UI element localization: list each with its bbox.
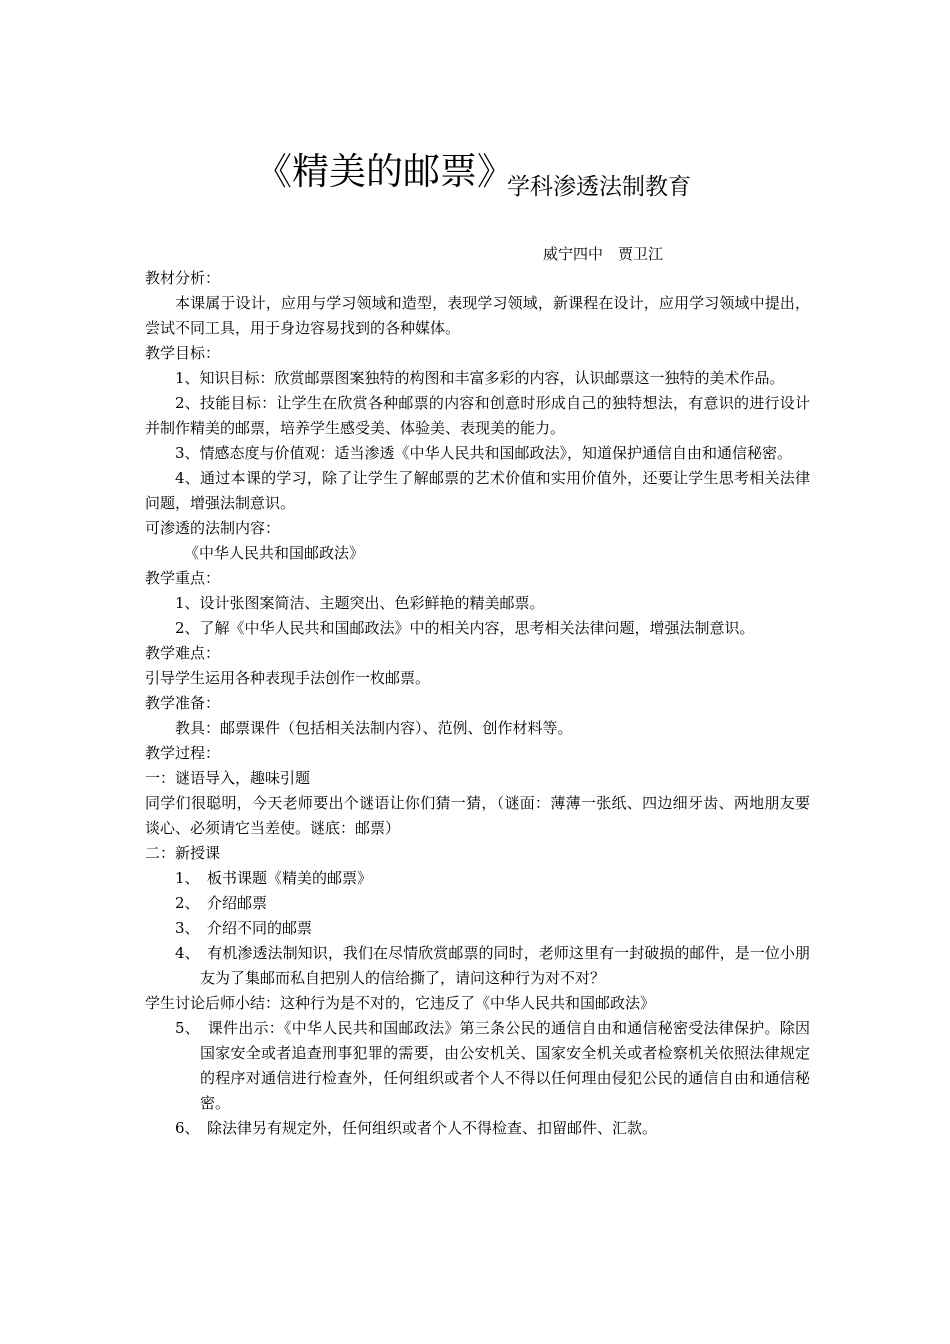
key-point-2: 2、了解《中华人民共和国邮政法》中的相关内容，思考相关法律问题，增强法制意识。 <box>175 619 755 637</box>
list-item: 1、 板书课题《精美的邮票》 <box>175 869 373 887</box>
list-item: 2、 介绍邮票 <box>175 894 268 912</box>
key-points-heading: 教学重点： <box>145 569 221 587</box>
preparation-heading: 教学准备： <box>145 694 221 712</box>
author-line: 威宁四中 贾卫江 <box>543 245 664 263</box>
preparation-text: 教具：邮票课件（包括相关法制内容）、范例、创作材料等。 <box>175 719 573 737</box>
law-text: 《中华人民共和国邮政法》 <box>184 544 365 562</box>
process-heading: 教学过程： <box>145 744 221 762</box>
difficulty-heading: 教学难点： <box>145 644 221 662</box>
step-2-heading: 二：新授课 <box>145 844 221 862</box>
list-item: 3、 介绍不同的邮票 <box>175 919 313 937</box>
material-heading: 教材分析： <box>145 269 221 287</box>
subtitle: 学科渗透法制教育 <box>507 174 691 200</box>
difficulty-text: 引导学生运用各种表现手法创作一枚邮票。 <box>145 669 431 687</box>
goals-heading: 教学目标： <box>145 344 221 362</box>
teacher-summary: 学生讨论后师小结：这种行为是不对的，它违反了《中华人民共和国邮政法》 <box>145 994 656 1012</box>
material-paragraph: 本课属于设计，应用与学习领域和造型，表现学习领域，新课程在设计，应用学习领域中提出，尝试不同工具，用于身边容易找到的各种媒体。 <box>145 294 810 337</box>
law-heading: 可渗透的法制内容： <box>145 519 281 537</box>
key-point-1: 1、设计张图案简洁、主题突出、色彩鲜艳的精美邮票。 <box>175 594 545 612</box>
list-item: 4、 有机渗透法制知识，我们在尽情欣赏邮票的同时，老师这里有一封破损的邮件，是一位小朋友为了集邮而私自把别人的信给撕了，请问这种行为对不对？ <box>175 944 810 987</box>
goal-2: 2、技能目标：让学生在欣赏各种邮票的内容和创意时形成自己的独特想法，有意识的进行设计并制作精美的邮票，培养学生感受美、体验美、表现美的能力。 <box>145 394 810 437</box>
list-item: 5、 课件出示：《中华人民共和国邮政法》第三条公民的通信自由和通信秘密受法律保护。除因国家安全或者追查刑事犯罪的需要，由公安机关、国家安全机关或者检察机关依照法律规定的程序对通信进行检查外，任何组织或者个人不得以任何理由侵犯公民的通信自由和通信秘密。 <box>175 1019 810 1112</box>
main-title: 《精美的邮票》 <box>255 150 514 193</box>
goal-1: 1、知识目标：欣赏邮票图案独特的构图和丰富多彩的内容，认识邮票这一独特的美术作品。 <box>175 369 785 387</box>
list-item: 6、 除法律另有规定外，任何组织或者个人不得检查、扣留邮件、汇款。 <box>175 1119 658 1137</box>
document-body <box>145 266 810 1141</box>
goal-3: 3、情感态度与价值观：适当渗透《中华人民共和国邮政法》，知道保护通信自由和通信秘密。 <box>175 444 793 462</box>
step-1-text: 同学们很聪明，今天老师要出个谜语让你们猜一猜，（谜面：薄薄一张纸、四边细牙齿、两地朋友要谈心、必须请它当差使。谜底：邮票） <box>145 794 810 837</box>
step-1-heading: 一：谜语导入，趣味引题 <box>145 769 311 787</box>
goal-4: 4、通过本课的学习，除了让学生了解邮票的艺术价值和实用价值外，还要让学生思考相关法律问题，增强法制意识。 <box>145 469 810 512</box>
